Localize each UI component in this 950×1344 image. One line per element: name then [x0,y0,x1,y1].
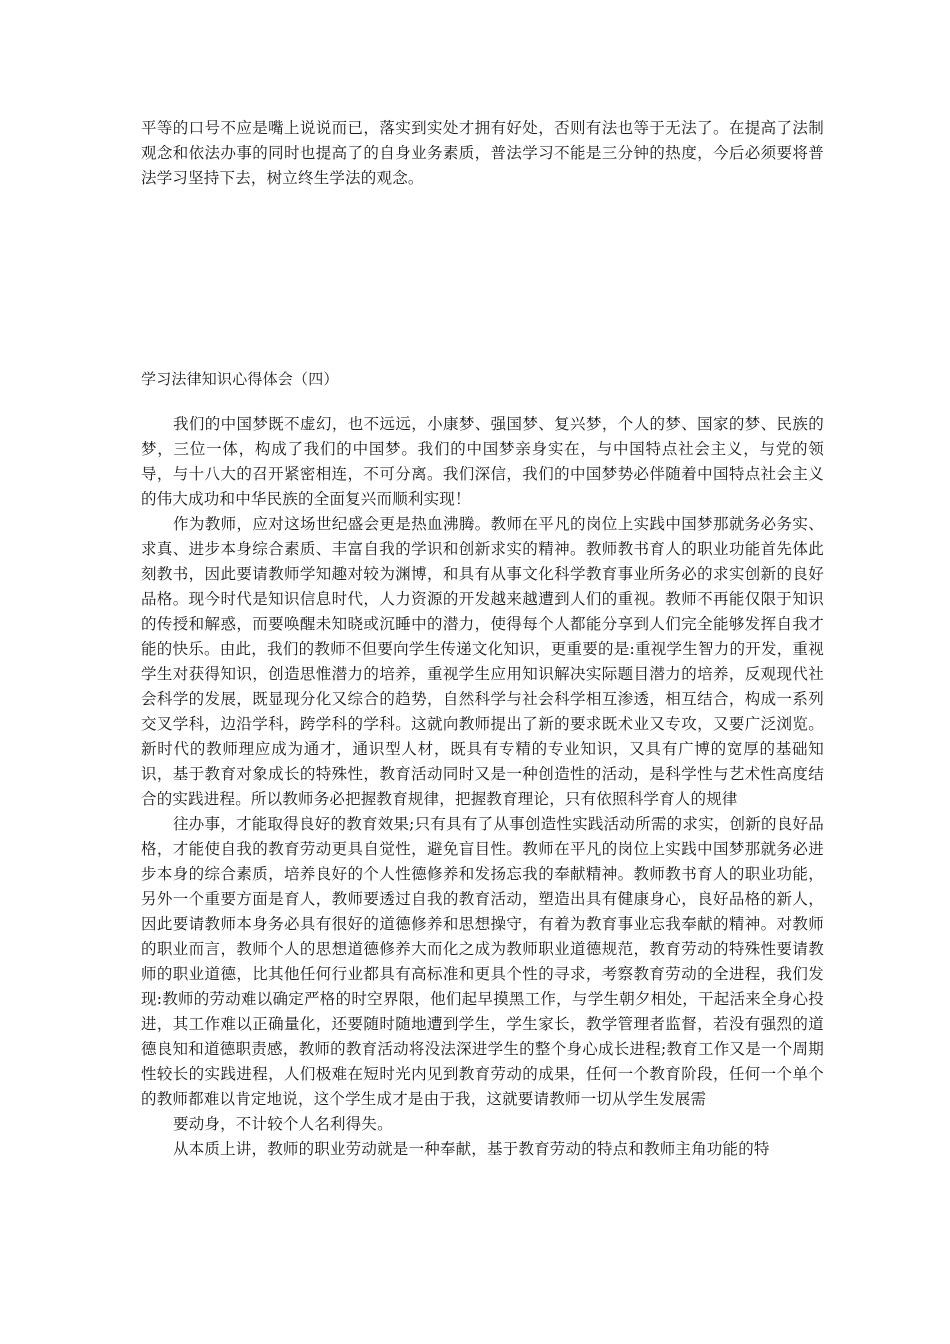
section-body [141,412,824,1162]
intro-paragraph: 平等的口号不应是嘴上说说而已，落实到实处才拥有好处，否则有法也等于无法了。在提高了法制观念和依法办事的同时也提高了的自身业务素质，普法学习不能是三分钟的热度，今后必须要将普法学习坚持下去，树立终生学法的观念。 [141,119,824,187]
section-title: 学习法律知识心得体会（四） [141,370,339,388]
body-paragraph-1: 我们的中国梦既不虚幻，也不远远，小康梦、强国梦、复兴梦，个人的梦、国家的梦、民族的梦，三位一体，构成了我们的中国梦。我们的中国梦亲身实在，与中国特点社会主义，与党的领导，与十八大的召开紧密相连，不可分离。我们深信，我们的中国梦势必伴随着中国特点社会主义的伟大成功和中华民族的全面复兴而顺利实现！ [141,415,824,508]
body-paragraph-5: 从本质上讲，教师的职业劳动就是一种奉献，基于教育劳动的特点和教师主角功能的特 [173,1140,770,1158]
body-paragraph-3: 往办事，才能取得良好的教育效果;只有具有了从事创造性实践活动所需的求实，创新的良好品格，才能使自我的教育劳动更具自觉性，避免盲目性。教师在平凡的岗位上实践中国梦那就务必进步本身的综合素质，培养良好的个人性德修养和发扬忘我的奉献精神。教师教书育人的职业功能，另外一个重要方面是育人，教师要透过自我的教育活动，塑造出具有健康身心，良好品格的新人，因此要请教师本身务必具有很好的道德修养和思想操守，有着为教育事业忘我奉献的精神。对教师的职业而言，教师个人的思想道德修养大而化之成为教师职业道德规范，教育劳动的特殊性要请教师的职业道德，比其他任何行业都具有高标准和更具个性的寻求，考察教育劳动的全进程，我们发现:教师的劳动难以确定严格的时空界限，他们起早摸黑工作，与学生朝夕相处，干起活来全身心投进，其工作难以正确量化，还要随时随地遭到学生，学生家长，教学管理者监督，若没有强烈的道德良知和道德职责感，教师的教育活动将没法深进学生的整个身心成长进程;教育工作又是一个周期性较长的实践进程，人们极难在短时光内见到教育劳动的成果，任何一个教育阶段，任何一个单个的教师都难以肯定地说，这个学生成才是由于我，这就要请教师一切从学生发展需 [141,815,824,1108]
body-paragraph-2: 作为教师，应对这场世纪盛会更是热血沸腾。教师在平凡的岗位上实践中国梦那就务必务实、求真、进步本身综合素质、丰富自我的学识和创新求实的精神。教师教书育人的职业功能首先体此刻教书，因此要请教师学知趣对较为渊博，和具有从事文化科学教育事业所务必的求实创新的良好品格。现今时代是知识信息时代，人力资源的开发越来越遭到人们的重视。教师不再能仅限于知识的传授和解惑，而要唤醒未知晓或沉睡中的潜力，使得每个人都能分享到人们完全能够发挥自我才能的快乐。由此，我们的教师不但要向学生传递文化知识，更重要的是:重视学生智力的开发，重视学生对获得知识，创造思惟潜力的培养，重视学生应用知识解决实际题目潜力的培养，反观现代社会科学的发展，既显现分化又综合的趋势，自然科学与社会科学相互渗透，相互结合，构成一系列交叉学科，边沿学科，跨学科的学科。这就向教师提出了新的要求既术业又专攻，又要广泛浏览。新时代的教师理应成为通才，通识型人材，既具有专精的专业知识，又具有广博的宽厚的基础知识，基于教育对象成长的特殊性，教育活动同时又是一种创造性的活动，是科学性与艺术性高度结合的实践进程。所以教师务必把握教育规律，把握教育理论，只有依照科学育人的规律 [141,515,824,808]
body-paragraph-4: 要动身，不计较个人名利得失。 [173,1115,393,1133]
